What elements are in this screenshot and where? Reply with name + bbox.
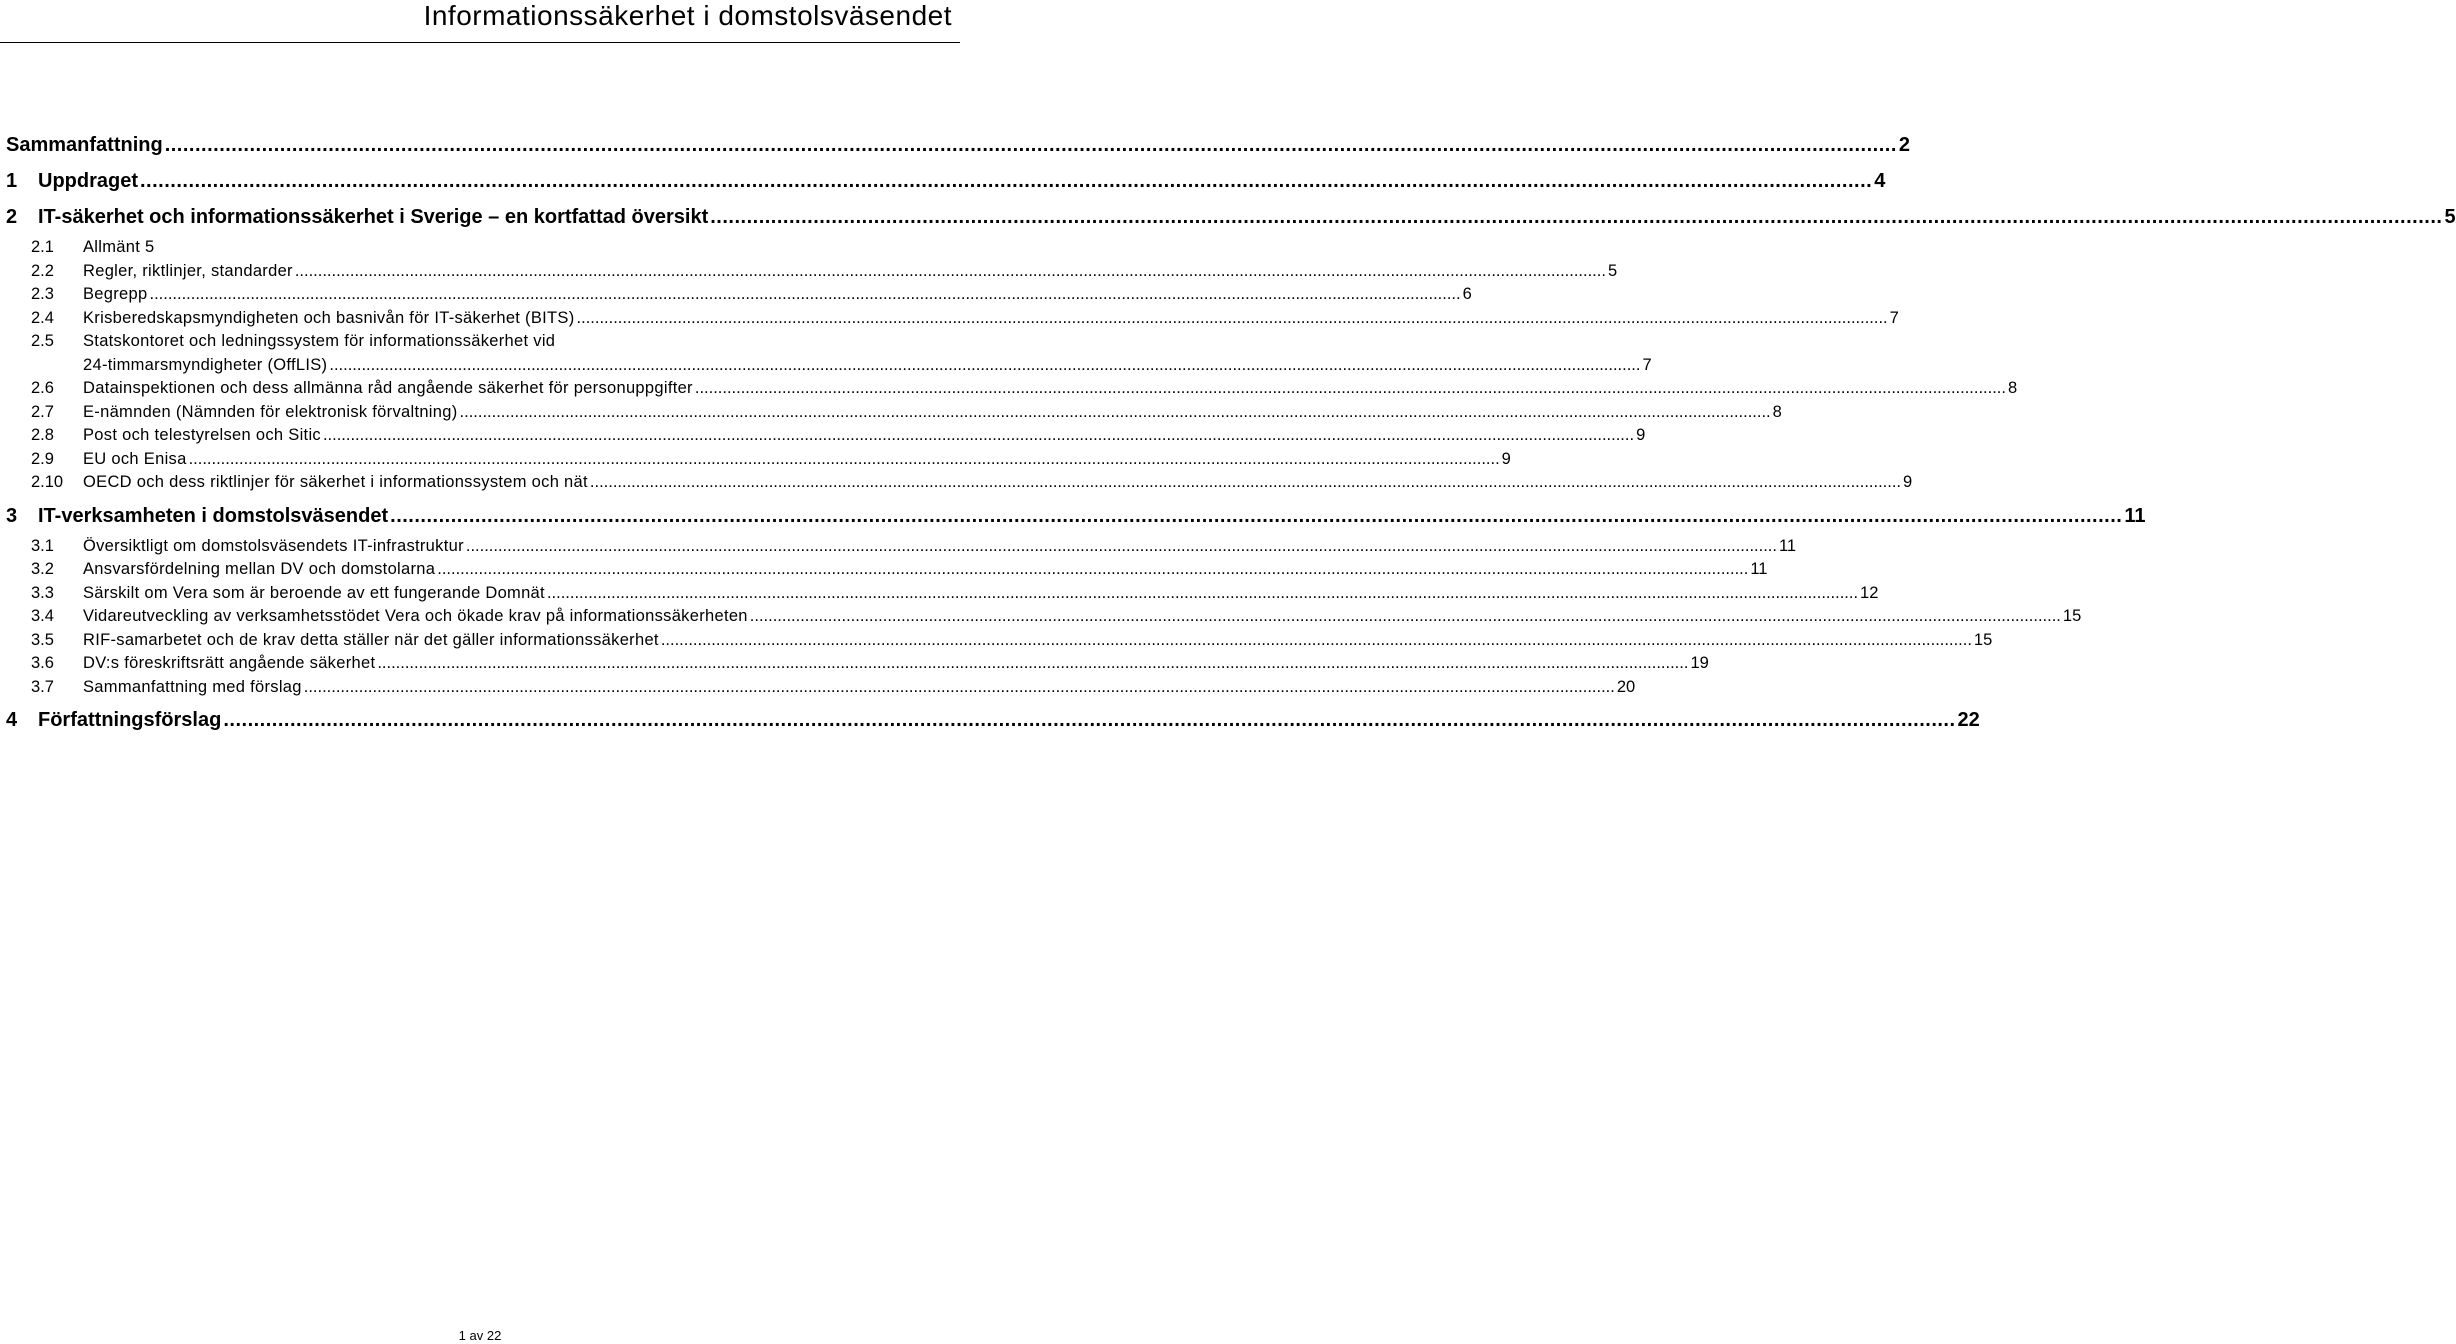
- toc-leader-dots: [547, 584, 1858, 603]
- toc-entry-number: 2.3: [31, 285, 54, 303]
- toc-entry-number: 2.1: [31, 238, 54, 256]
- toc-entry-title-line2: [83, 356, 1652, 380]
- toc-entry[interactable]: [6, 473, 1913, 497]
- toc-entry-page: 7: [1642, 355, 1652, 374]
- toc-entry[interactable]: [6, 449, 1511, 474]
- toc-leader-dots: [223, 709, 1955, 732]
- toc-entry-title: E-nämnden (Nämnden för elektronisk förvaltning): [83, 402, 458, 421]
- toc-entry-title: Särskilt om Vera som är beroende av ett fungerande Domnät: [83, 583, 545, 602]
- toc-entry-title: Uppdraget: [38, 170, 138, 192]
- toc-entry-page: 20: [1616, 677, 1636, 696]
- toc-entry[interactable]: [6, 560, 1768, 584]
- toc-entry[interactable]: [6, 379, 2018, 403]
- page-number-footer: 1 av 22: [458, 1328, 502, 1343]
- toc-entry-number: 3: [6, 504, 18, 527]
- toc-leader-dots: [304, 678, 1615, 697]
- toc-entry[interactable]: [6, 654, 1709, 678]
- toc-entry-title: Översiktligt om domstolsväsendets IT-infrastruktur: [83, 536, 464, 555]
- toc-entry-title: Sammanfattning: [6, 134, 163, 156]
- toc-entry-number: 2.8: [31, 426, 54, 444]
- toc-leader-dots: [329, 356, 1640, 375]
- toc-entry-title: RIF-samarbetet och de krav detta ställer när det gäller informationssäkerhet: [83, 630, 659, 649]
- toc-entry-page: 19: [1690, 654, 1709, 672]
- toc-entry-title: IT-säkerhet och informationssäkerhet i Sverige – en kortfattad översikt: [38, 206, 709, 228]
- page-header-title: Informationssäkerhet i domstolsväsendet: [423, 0, 952, 31]
- toc-leader-dots: [323, 426, 1634, 445]
- toc-entry[interactable]: [6, 536, 1797, 561]
- toc-leader-dots: [750, 607, 2061, 626]
- toc-entry[interactable]: [6, 630, 1993, 655]
- toc-entry-number: 2.9: [31, 449, 54, 468]
- toc-leader-dots: [390, 505, 2122, 528]
- toc-leader-dots: [460, 403, 1771, 422]
- toc-entry-number: 3.1: [31, 536, 54, 555]
- toc-entry-title: Begrepp: [83, 285, 148, 303]
- toc-entry-title: IT-verksamheten i domstolsväsendet: [38, 504, 389, 527]
- toc-entry-page: 2: [1898, 134, 1911, 156]
- toc-leader-dots: [377, 654, 1688, 673]
- toc-entry-title: Krisberedskapsmyndigheten och basnivån för IT-säkerhet (BITS): [83, 308, 575, 327]
- toc-entry-number: 2: [6, 206, 18, 228]
- toc-leader-dots: [590, 473, 1901, 492]
- toc-entry-page: 7: [1889, 308, 1899, 327]
- toc-entry-number: 3.4: [31, 607, 54, 625]
- header-rule: [0, 42, 960, 43]
- toc-entry-number: 2.5: [31, 332, 54, 350]
- toc-entry-page: 9: [1903, 473, 1913, 491]
- toc-entry[interactable]: [6, 583, 1879, 608]
- toc-entry-title-continued: 24-timmarsmyndigheter (OffLIS): [83, 355, 328, 374]
- toc-leader-dots: [149, 285, 1460, 304]
- toc-entry-page: 15: [2062, 607, 2082, 625]
- toc-leader-dots: [295, 262, 1606, 281]
- toc-entry-page: 11: [2124, 504, 2146, 527]
- toc-entry-title: Post och telestyrelsen och Sitic: [83, 426, 321, 444]
- toc-entry-title: Allmänt 5: [83, 238, 155, 256]
- table-of-contents: [6, 130, 2456, 757]
- toc-entry-number: 3.3: [31, 583, 54, 602]
- toc-entry-number: 2.6: [31, 379, 54, 397]
- toc-leader-dots: [189, 450, 1500, 469]
- toc-entry-number: 2.7: [31, 402, 54, 421]
- toc-entry[interactable]: [6, 677, 1636, 702]
- toc-entry-number: 3.7: [31, 677, 54, 696]
- toc-entry-page: 5: [2444, 206, 2456, 228]
- toc-entry-page: 11: [1750, 560, 1768, 578]
- toc-entry[interactable]: [6, 134, 1911, 164]
- toc-entry-page: 4: [1874, 170, 1886, 192]
- toc-entry[interactable]: [6, 504, 2146, 535]
- toc-entry-page: 8: [1772, 402, 1782, 421]
- toc-entry-title: OECD och dess riktlinjer för säkerhet i informationssystem och nät: [83, 473, 588, 491]
- toc-leader-dots: [695, 379, 2006, 398]
- toc-leader-dots: [466, 537, 1777, 556]
- toc-leader-dots: [165, 134, 1897, 157]
- toc-entry-number: 2.2: [31, 261, 54, 280]
- toc-entry[interactable]: [6, 206, 2456, 236]
- toc-entry-page: 15: [1973, 630, 1993, 649]
- toc-entry-title: Sammanfattning med förslag: [83, 677, 302, 696]
- toc-leader-dots: [710, 206, 2442, 229]
- toc-leader-dots: [577, 309, 1888, 328]
- toc-entry-title: Ansvarsfördelning mellan DV och domstolarna: [83, 560, 436, 578]
- toc-entry-number: 3.5: [31, 630, 54, 649]
- toc-entry-title: EU och Enisa: [83, 449, 187, 468]
- toc-entry-title: Regler, riktlinjer, standarder: [83, 261, 293, 280]
- toc-leader-dots: [140, 170, 1872, 193]
- toc-entry[interactable]: [6, 426, 1646, 450]
- toc-entry-page: 12: [1860, 583, 1879, 602]
- toc-entry-page: 6: [1462, 285, 1472, 303]
- toc-entry-title: Datainspektionen och dess allmänna råd angående säkerhet för personuppgifter: [83, 379, 693, 397]
- toc-entry[interactable]: [6, 261, 1618, 286]
- toc-entry-page: 22: [1957, 709, 1980, 731]
- toc-entry[interactable]: [6, 308, 1899, 333]
- toc-entry-page: 9: [1636, 426, 1646, 444]
- toc-entry[interactable]: [6, 170, 1886, 200]
- toc-entry-title-block: [83, 332, 1652, 379]
- toc-entry-number: 2.4: [31, 308, 54, 327]
- toc-leader-dots: [437, 560, 1748, 579]
- toc-entry[interactable]: [6, 402, 1782, 427]
- toc-entry[interactable]: [6, 709, 1980, 739]
- toc-entry-title: Statskontoret och ledningssystem för informationssäkerhet vid: [83, 332, 556, 350]
- toc-entry-page: 9: [1501, 449, 1511, 468]
- toc-entry-page: 11: [1778, 536, 1797, 555]
- toc-entry[interactable]: [6, 332, 1652, 379]
- toc-entry[interactable]: [6, 607, 2082, 631]
- toc-entry[interactable]: [6, 285, 1472, 309]
- toc-entry-number: 2.10: [31, 473, 64, 491]
- toc-entry[interactable]: [6, 238, 954, 262]
- toc-entry-page: 5: [1607, 261, 1618, 280]
- toc-entry-number: 3.6: [31, 654, 54, 672]
- toc-entry-number: 1: [6, 170, 18, 192]
- toc-entry-number: 3.2: [31, 560, 54, 578]
- toc-leader-dots: [661, 631, 1972, 650]
- toc-entry-number: 4: [6, 709, 18, 731]
- toc-entry-title: DV:s föreskriftsrätt angående säkerhet: [83, 654, 376, 672]
- toc-entry-title: Vidareutveckling av verksamhetsstödet Vera och ökade krav på informationssäkerheten: [83, 607, 748, 625]
- toc-entry-title: Författningsförslag: [38, 709, 222, 731]
- toc-entry-page: 8: [2007, 379, 2018, 397]
